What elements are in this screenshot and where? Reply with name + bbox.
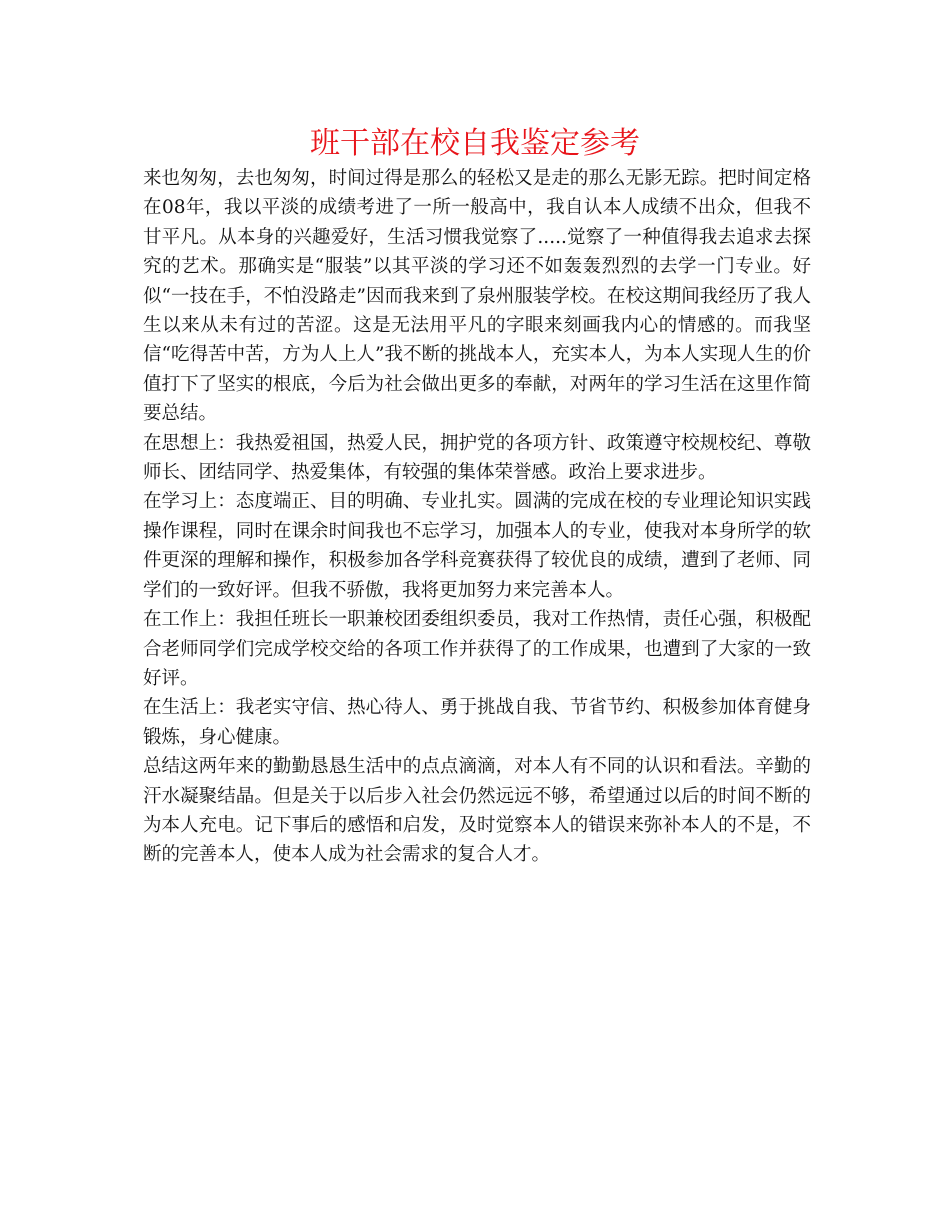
paragraph-summary: 总结这两年来的勤勤恳恳生活中的点点滴滴，对本人有不同的认识和看法。辛勤的汗水凝聚结晶。但是关于以后步入社会仍然远远不够，希望通过以后的时间不断的为本人充电。记下事后的感悟和启发，及时觉察本人的错误来弥补本人的不是，不断的完善本人，使本人成为社会需求的复合人才。 (143, 756, 811, 866)
paragraph-study: 在学习上：态度端正、目的明确、专业扎实。圆满的完成在校的专业理论知识实践操作课程，同时在课余时间我也不忘学习，加强本人的专业，使我对本身所学的软件更深的理解和操作，积极参加各学科竞赛获得了较优良的成绩，遭到了老师、同学们的一致好评。但我不骄傲，我将更加努力来完善本人。 (143, 491, 811, 601)
paragraph-thought: 在思想上：我热爱祖国，热爱人民，拥护党的各项方针、政策遵守校规校纪、尊敬师长、团结同学、热爱集体，有较强的集体荣誉感。政治上要求进步。 (143, 432, 811, 484)
document-title: 班干部在校自我鉴定参考 (310, 126, 640, 161)
paragraph-life: 在生活上：我老实守信、热心待人、勇于挑战自我、节省节约、积极参加体育健身锻炼，身心健康。 (143, 697, 811, 748)
paragraph-intro: 来也匆匆，去也匆匆，时间过得是那么的轻松又是走的那么无影无踪。把时间定格在08年，我以平淡的成绩考进了一所一般高中，我自认本人成绩不出众，但我不甘平凡。从本身的兴趣爱好，生活习惯我觉察了.....觉察了一种值得我去追求去探究的艺术。那确实是“服装”以其平淡的学习还不如轰轰烈烈的去学一门专业。好似“一技在手，不怕没路走”因而我来到了泉州服装学校。在校这期间我经历了我人生以来从未有过的苦涩。这是无法用平凡的字眼来刻画我内心的情感的。而我坚信“吃得苦中苦，方为人上人”我不断的挑战本人，充实本人，为本人实现人生的价值打下了坚实的根底，今后为社会做出更多的奉献，对两年的学习生活在这里作简要总结。 (143, 168, 811, 425)
paragraph-work: 在工作上：我担任班长一职兼校团委组织委员，我对工作热情，责任心强，积极配合老师同学们完成学校交给的各项工作并获得了的工作成果，也遭到了大家的一致好评。 (143, 609, 811, 689)
document-body (143, 164, 811, 870)
